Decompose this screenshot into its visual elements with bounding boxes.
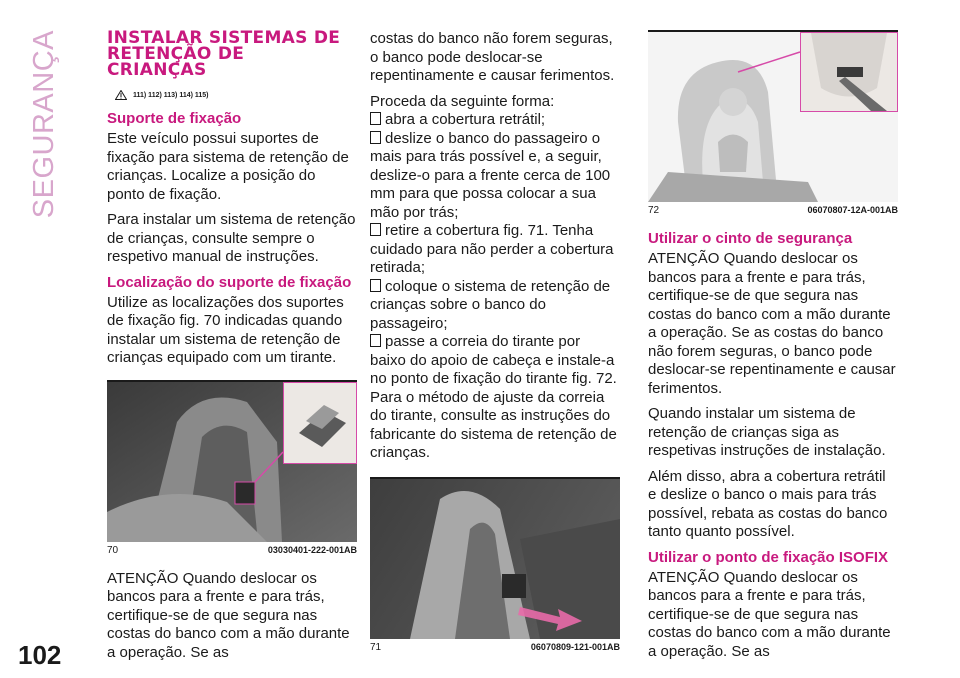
paragraph: ATENÇÃO Quando deslocar os bancos para a frente e para trás, certifique-se de que segura nas costas do banco com a mão durante a operação. Se as xyxy=(648,568,891,660)
heading-suporte: Suporte de fixação xyxy=(107,110,242,127)
refs-text: 111) 112) 113) 114) 115) xyxy=(133,91,209,99)
figure-caption xyxy=(107,545,357,556)
figure-72-inset xyxy=(800,32,898,112)
checkbox-bullet-icon xyxy=(370,279,381,292)
paragraph: Além disso, abra a cobertura retrátil e deslize o banco o mais para trás possível, rebata as costas do banco tanto quanto possível. xyxy=(648,467,888,540)
figure-code: 06070807-12A-001AB xyxy=(807,205,898,215)
figure-number: 72 xyxy=(648,205,660,216)
figure-71 xyxy=(370,477,620,653)
title-line: CRIANÇAS xyxy=(107,60,207,80)
heading-cinto: Utilizar o cinto de segurança xyxy=(648,230,853,247)
list-item: retire a cobertura fig. 71. Tenha cuidado para não perder a cobertura retirada; xyxy=(370,222,614,276)
anchor-closeup-illustration xyxy=(284,383,356,463)
column-3 xyxy=(648,30,898,668)
paragraph: Utilize as localizações dos suportes de fixação fig. 70 indicadas quando instalar um sistema de retenção de crianças equipado com um tirante. xyxy=(107,293,344,366)
cover-removal-illustration xyxy=(370,479,620,639)
heading-isofix: Utilizar o ponto de fixação ISOFIX xyxy=(648,548,889,566)
warning-triangle-icon xyxy=(115,90,127,100)
paragraph: Este veículo possui suportes de fixação para sistema de retenção de crianças. Localize a posição do ponto de fixação. xyxy=(107,130,349,203)
list-item: abra a cobertura retrátil; xyxy=(370,111,620,130)
figure-72-image xyxy=(648,32,898,202)
checkbox-bullet-icon xyxy=(370,112,381,125)
paragraph: costas do banco não forem seguras, o banco pode deslocar-se repentinamente e causar ferimentos. xyxy=(370,30,615,84)
tether-hook-closeup-illustration xyxy=(801,33,897,111)
list-item: passe a correia do tirante por baixo do apoio de cabeça e instale-a no ponto de fixação do tirante fig. 72. Para o método de ajuste da correia do tirante, consulte as instruções do fabricante do sistema de retenção de crianças. xyxy=(370,333,617,461)
figure-number: 70 xyxy=(107,544,119,556)
title-line: RETENÇÃO DE xyxy=(107,44,245,64)
checkbox-bullet-icon xyxy=(370,334,381,347)
page-title xyxy=(107,30,357,78)
paragraph: ATENÇÃO Quando deslocar os bancos para a frente e para trás, certifique-se de que segura nas costas do banco com a mão durante a operação. Se as xyxy=(107,569,350,661)
paragraph: ATENÇÃO Quando deslocar os bancos para a frente e para trás, certifique-se de que segura nas costas do banco com a mão durante a operação. Se as costas do banco não forem seguras, o banco pode deslocar-se repentinamente e causar ferimentos. xyxy=(648,250,896,397)
list-item: deslize o banco do passageiro o mais para trás possível e, a seguir, deslize-o para a frente cerca de 100 mm para que possa colocar a sua mão por trás; xyxy=(370,129,611,221)
figure-70-inset xyxy=(283,382,357,464)
checkbox-bullet-icon xyxy=(370,131,381,144)
column-2 xyxy=(370,30,620,653)
list-item: coloque o sistema de retenção de crianças sobre o banco do passageiro; xyxy=(370,277,611,332)
page-number: 102 xyxy=(18,640,62,670)
figure-71-image xyxy=(370,479,620,639)
figure-caption xyxy=(648,205,898,216)
checkbox-bullet-icon xyxy=(370,223,381,236)
paragraph: Quando instalar um sistema de retenção de crianças siga as respetivas instruções de instalação. xyxy=(648,405,886,459)
figure-caption xyxy=(370,642,620,653)
paragraph: Proceda da seguinte forma: xyxy=(370,92,555,110)
heading-localizacao: Localização do suporte de fixação xyxy=(107,273,352,291)
warning-refs xyxy=(115,90,357,100)
figure-number: 71 xyxy=(370,641,382,653)
paragraph: Para instalar um sistema de retenção de crianças, consulte sempre o respetivo manual de instruções. xyxy=(107,211,356,265)
figure-code: 03030401-222-001AB xyxy=(267,544,357,555)
title-line: INSTALAR SISTEMAS DE xyxy=(107,28,341,48)
figure-70-image xyxy=(107,382,357,542)
section-label: SEGURANÇA xyxy=(28,30,60,219)
figure-code: 06070809-121-001AB xyxy=(530,641,620,652)
figure-70 xyxy=(107,380,357,556)
figure-72 xyxy=(648,30,898,216)
column-1 xyxy=(107,30,357,669)
